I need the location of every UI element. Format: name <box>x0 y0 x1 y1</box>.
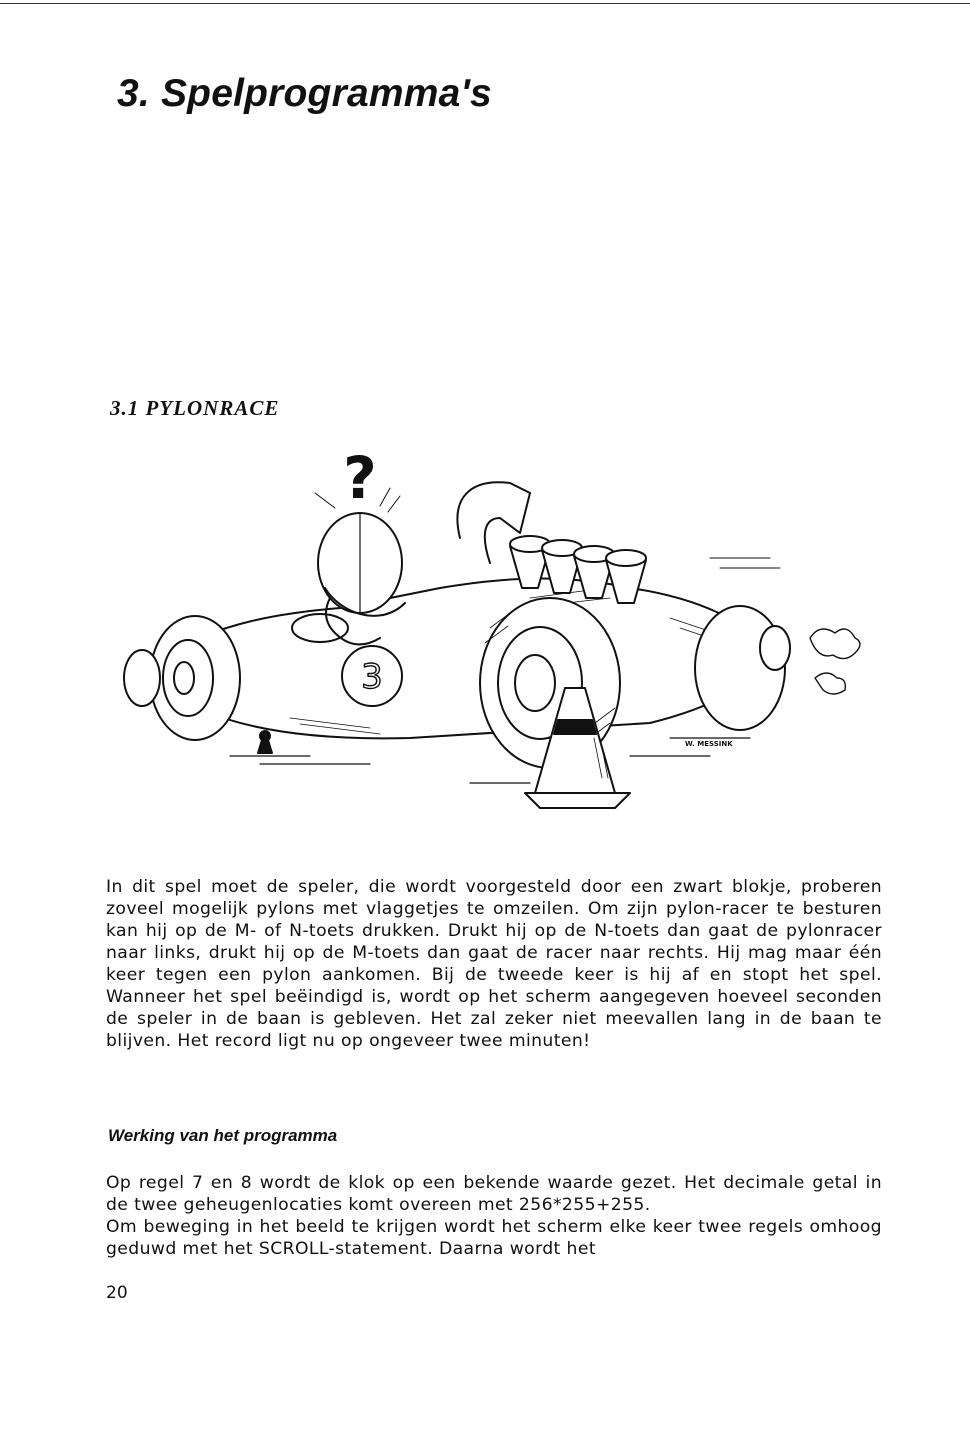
werking-line-1: Op regel 7 en 8 wordt de klok op een bekende waarde gezet. Het decimale getal in de twee geheugenlocaties komt overeen met 256*255+255. <box>106 1173 882 1215</box>
section-title: 3.1 PYLONRACE <box>110 396 280 420</box>
artist-signature: W. MESSINK <box>685 740 733 748</box>
top-rule <box>0 3 970 4</box>
small-pylon <box>258 731 272 753</box>
question-mark: ? <box>343 444 377 512</box>
exhaust-puffs <box>810 629 860 694</box>
car-number: 3 <box>361 657 383 697</box>
ground-lines <box>230 738 750 783</box>
car-body <box>170 579 770 739</box>
werking-paragraph <box>106 1172 882 1260</box>
werking-heading: Werking van het programma <box>108 1126 338 1145</box>
page-number: 20 <box>106 1283 128 1303</box>
chapter-title: 3. Spelprogramma's <box>117 72 492 115</box>
werking-line-2: Om beweging in het beeld te krijgen wordt het scherm elke keer twee regels omhoog geduwd met het SCROLL-statement. Daarna wordt het <box>106 1217 882 1259</box>
racecar-cartoon-icon <box>110 438 870 838</box>
racecar-illustration <box>110 438 870 838</box>
intro-paragraph: In dit spel moet de speler, die wordt voorgesteld door een zwart blokje, proberen zoveel mogelijk pylons met vlaggetjes te omzeilen. Om zijn pylon-racer te besturen kan hij op de M- of N-toets drukken. Drukt hij op de N-toets dan gaat de pylonracer naar links, drukt hij op de M-toets dan gaat de racer naar rechts. Hij mag maar één keer tegen een pylon aankomen. Bij de tweede keer is hij af en stopt het spel. Wanneer het spel beëindigd is, wordt op het scherm aangegeven hoeveel seconden de speler in de baan is gebleven. Het zal zeker niet meevallen lang in de baan te blijven. Het record ligt nu op ongeveer twee minuten! <box>106 877 882 1051</box>
